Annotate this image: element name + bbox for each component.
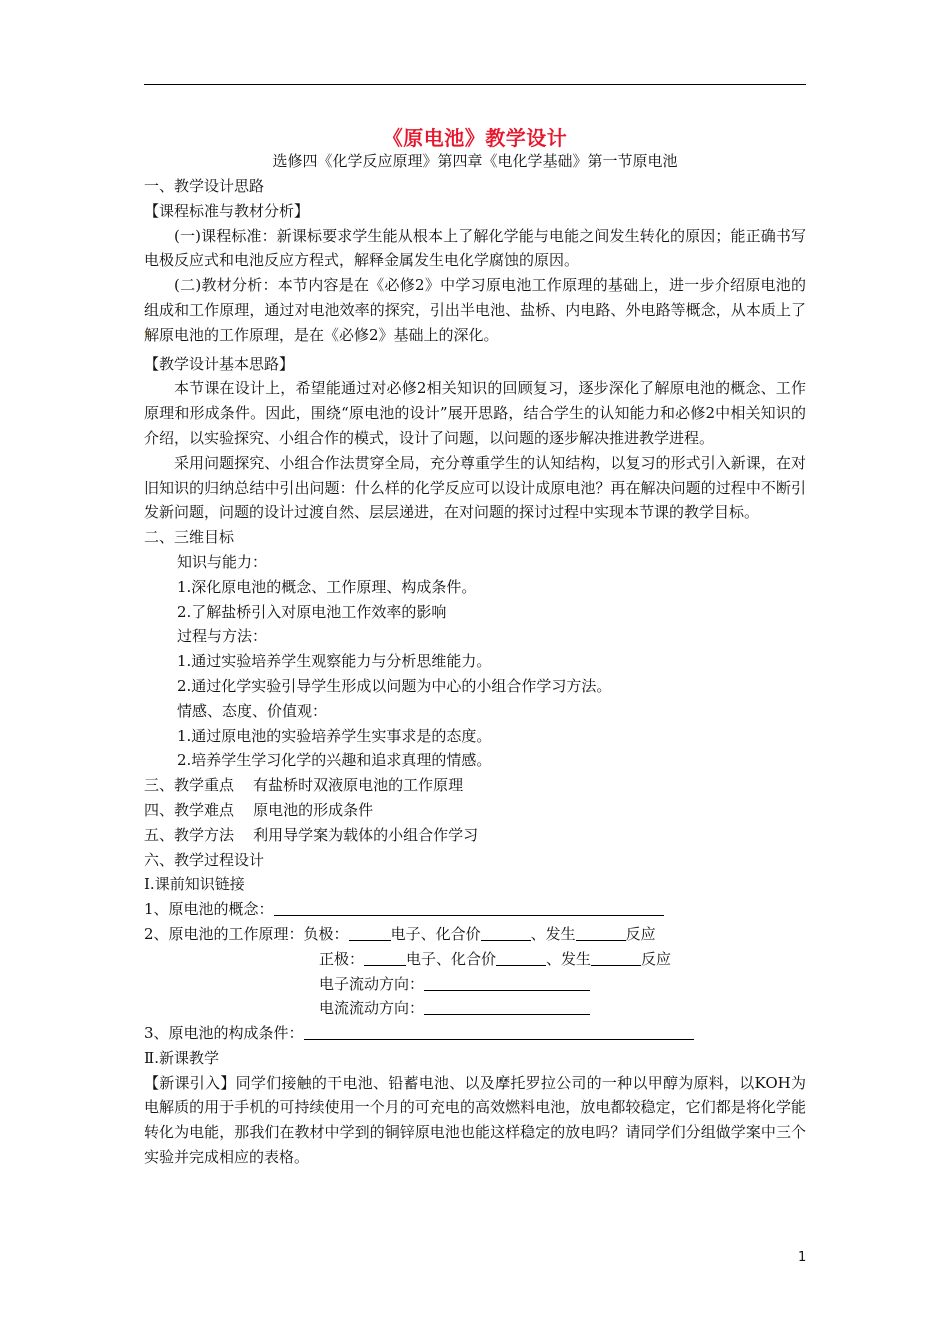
answer-blank[interactable] bbox=[424, 998, 590, 1015]
answer-blank[interactable] bbox=[364, 949, 406, 966]
goal-item: 2.了解盐桥引入对原电池工作效率的影响 bbox=[177, 602, 447, 621]
section-heading: 三、教学重点 有盐桥时双液原电池的工作原理 bbox=[144, 776, 464, 795]
section-heading: 二、三维目标 bbox=[144, 528, 235, 547]
answer-blank[interactable] bbox=[274, 899, 664, 916]
document-subtitle: 选修四《化学反应原理》第四章《电化学基础》第一节原电池 bbox=[272, 152, 678, 170]
goal-item: 1.深化原电池的概念、工作原理、构成条件。 bbox=[177, 577, 477, 596]
goal-item: 1.通过实验培养学生观察能力与分析思维能力。 bbox=[177, 652, 492, 671]
goal-category: 知识与能力： bbox=[177, 552, 268, 571]
fill-question: 电子流动方向： bbox=[144, 972, 806, 997]
fill-question: 正极： 电子、化合价 、发生 反应 bbox=[319, 949, 672, 968]
section-heading: 六、教学过程设计 bbox=[144, 850, 265, 869]
bracket-label: 【新课引入】 bbox=[144, 1073, 236, 1092]
goal-item: 1.通过原电池的实验培养学生实事求是的态度。 bbox=[177, 726, 492, 745]
part-heading: Ⅱ.新课教学 bbox=[144, 1048, 219, 1067]
fill-question: 3、原电池的构成条件： bbox=[144, 1021, 806, 1046]
bracket-label: 【课程标准与教材分析】 bbox=[144, 201, 310, 220]
section-heading: 一、教学设计思路 bbox=[144, 177, 265, 195]
answer-blank[interactable] bbox=[591, 949, 641, 966]
goal-category: 过程与方法： bbox=[177, 627, 268, 646]
paragraph: (二)教材分析：本节内容是在《必修2》中学习原电池工作原理的基础上，进一步介绍原电池的组成和工作原理，通过对电池效率的探究，引出半电池、盐桥、内电路、外电路等概念，从本质上了解原电池的工作原理，是在《必修2》基础上的深化。 bbox=[144, 276, 806, 344]
paragraph: (一)课程标准：新课标要求学生能从根本上了解化学能与电能之间发生转化的原因；能正确书写电极反应式和电池反应方程式，解释金属发生电化学腐蚀的原因。 bbox=[144, 226, 806, 270]
answer-blank[interactable] bbox=[304, 1023, 694, 1040]
answer-blank[interactable] bbox=[481, 924, 531, 941]
part-heading: Ⅰ.课前知识链接 bbox=[144, 875, 245, 894]
answer-blank[interactable] bbox=[496, 949, 546, 966]
fill-question: 电流流动方向： bbox=[144, 996, 806, 1021]
document-title: 《原电池》教学设计 bbox=[382, 126, 568, 150]
bracket-label: 【教学设计基本思路】 bbox=[144, 354, 295, 373]
section-heading: 五、教学方法 利用导学案为载体的小组合作学习 bbox=[144, 825, 479, 844]
goal-item: 2.通过化学实验引导学生形成以问题为中心的小组合作学习方法。 bbox=[177, 676, 612, 695]
page-number: 1 bbox=[798, 1250, 807, 1265]
fill-question: 2、原电池的工作原理：负极： 电子、化合价 、发生 反应 bbox=[144, 924, 656, 943]
answer-blank[interactable] bbox=[576, 924, 626, 941]
goal-item: 2.培养学生学习化学的兴趣和追求真理的情感。 bbox=[177, 751, 492, 770]
goal-category: 情感、态度、价值观： bbox=[177, 701, 328, 720]
document-body bbox=[144, 174, 806, 1170]
section-heading: 四、教学难点 原电池的形成条件 bbox=[144, 800, 374, 819]
paragraph: 采用问题探究、小组合作法贯穿全局，充分尊重学生的认知结构，以复习的形式引入新课，在对旧知识的归纳总结中引出问题：什么样的化学反应可以设计成原电池？再在解决问题的过程中不断引发新问题，问题的设计过渡自然、层层递进，在对问题的探讨过程中实现本节课的教学目标。 bbox=[144, 453, 806, 522]
answer-blank[interactable] bbox=[424, 974, 590, 991]
header-rule bbox=[144, 84, 806, 85]
fill-question: 1、原电池的概念： bbox=[144, 897, 806, 922]
answer-blank[interactable] bbox=[349, 924, 391, 941]
paragraph: 本节课在设计上，希望能通过对必修2相关知识的回顾复习，逐步深化了解原电池的概念、工作原理和形成条件。因此，围绕“原电池的设计”展开思路，结合学生的认知能力和必修2中相关知识的介绍，以实验探究、小组合作的模式，设计了问题，以问题的逐步解决推进教学进程。 bbox=[144, 379, 806, 447]
paragraph: 【新课引入】同学们接触的干电池、铅蓄电池、以及摩托罗拉公司的一种以甲醇为原料，以KOH为电解质的用于手机的可持续使用一个月的可充电的高效燃料电池，放电都较稳定，它们都是将化学能转化为电能，那我们在教材中学到的铜锌原电池也能这样稳定的放电吗？请同学们分组做学案中三个实验并完成相应的表格。 bbox=[144, 1073, 806, 1167]
